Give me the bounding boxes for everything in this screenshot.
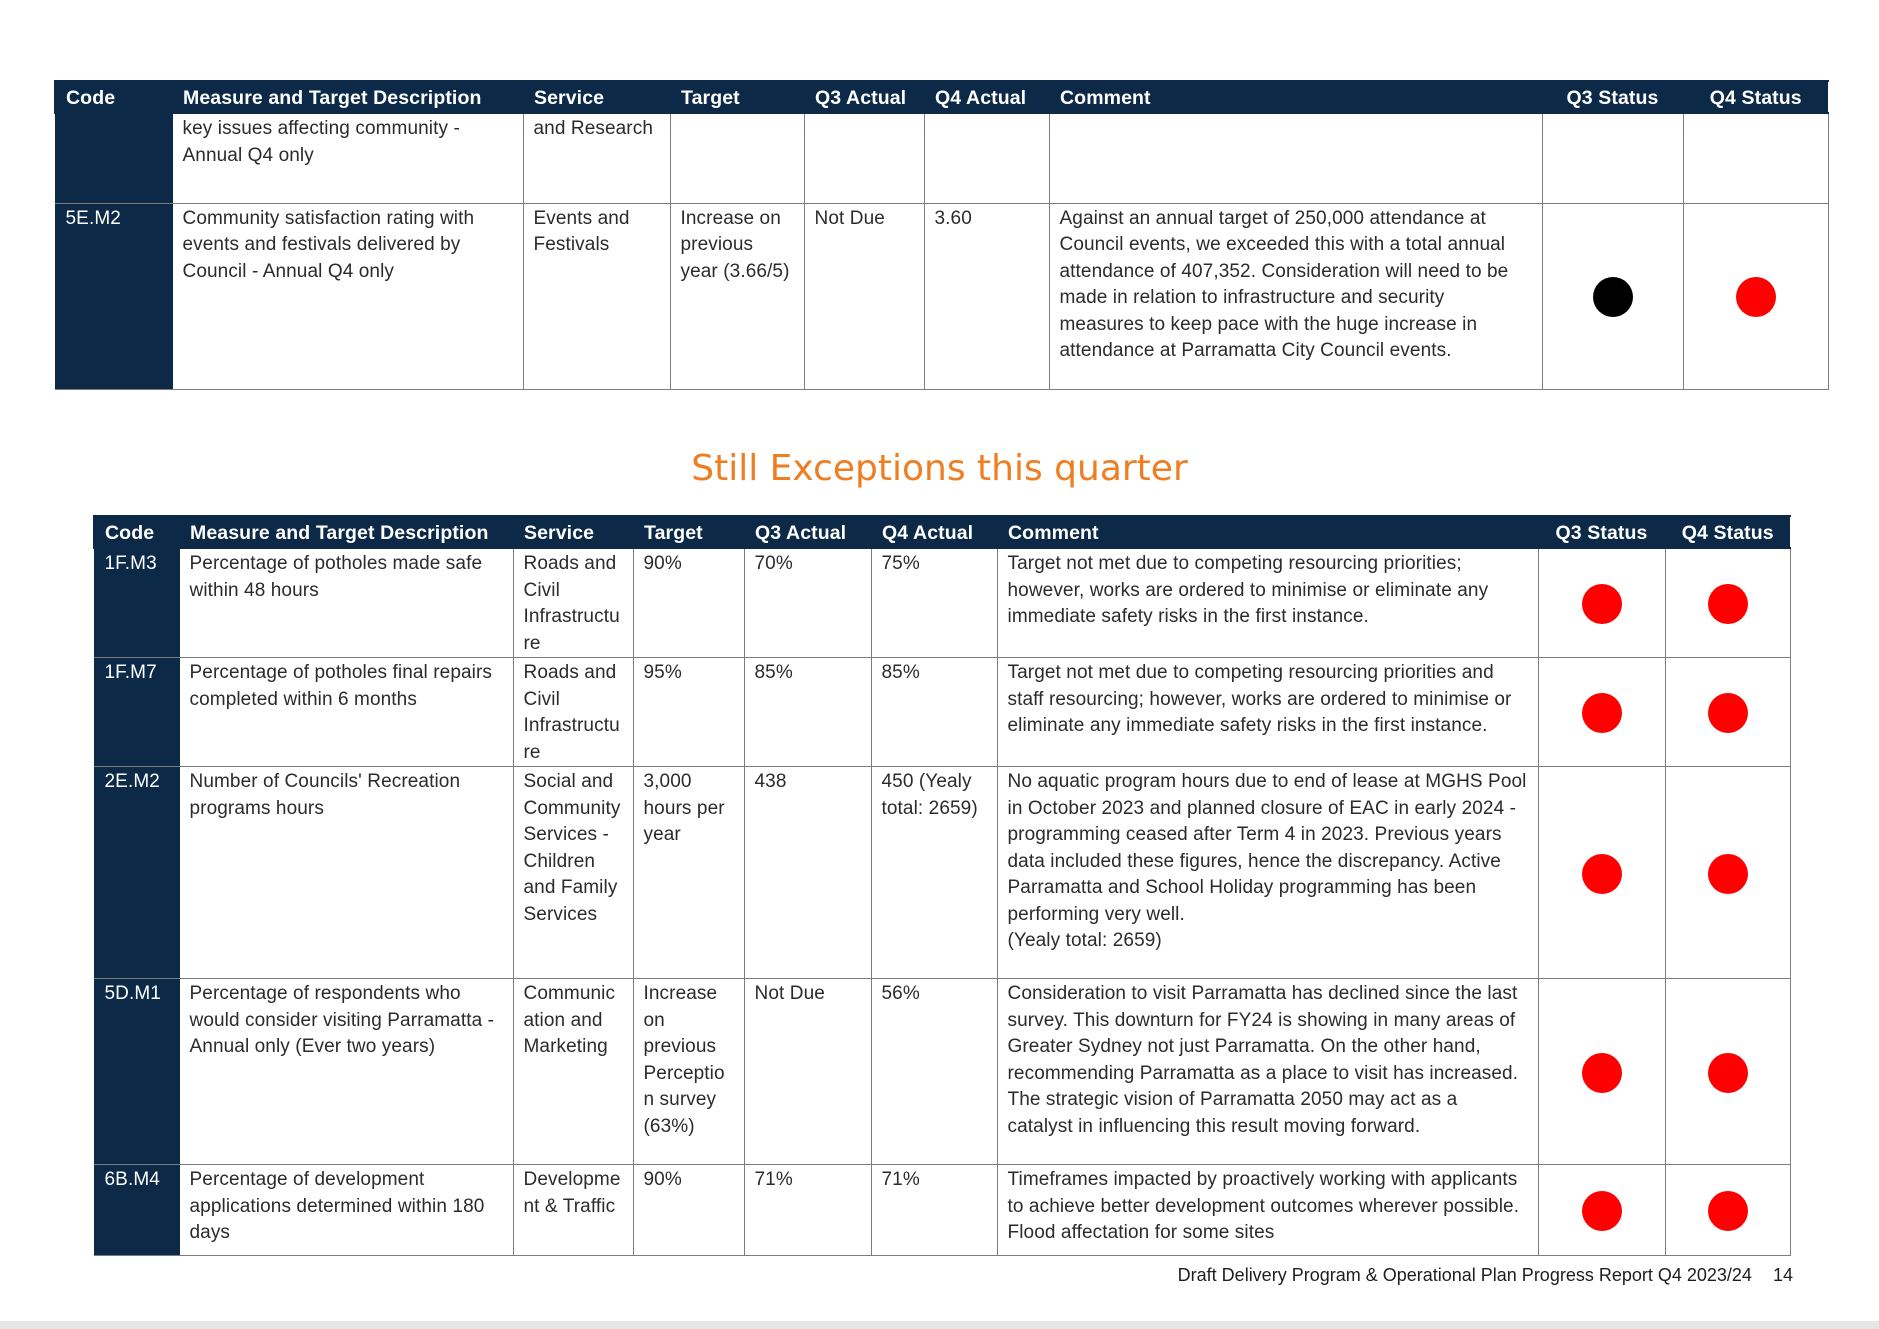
service-cell: Events and Festivals	[523, 203, 670, 389]
code-cell: 5D.M1	[94, 979, 179, 1165]
q4-actual-cell: 3.60	[924, 203, 1049, 389]
target-cell: 3,000 hours per year	[633, 767, 744, 979]
comment-cell: Consideration to visit Parramatta has declined since the last survey. This downturn for FY24 is showing in many areas of Greater Sydney not just Parramatta. On the other hand, recommending Parramatta as a place to visit has increased. The strategic vision of Parramatta 2050 may act as a catalyst in influencing this result moving forward.	[997, 979, 1538, 1165]
q4-status-cell	[1665, 1165, 1790, 1256]
q4-actual-cell: 71%	[871, 1165, 997, 1256]
code-cell	[55, 113, 172, 203]
target-cell: 90%	[633, 1165, 744, 1256]
q3-status-cell	[1538, 658, 1665, 767]
service-cell: and Research	[523, 113, 670, 203]
status-indicator	[1582, 1191, 1622, 1231]
q3-actual-cell	[804, 113, 924, 203]
q4-status-cell	[1665, 548, 1790, 658]
header-measure: Measure and Target Description	[179, 516, 513, 548]
table-row	[94, 979, 1790, 1165]
q3-status-cell	[1542, 113, 1683, 203]
top-table-header-row	[55, 81, 1828, 113]
page-number: 14	[1772, 1265, 1793, 1285]
q3-status-cell	[1538, 1165, 1665, 1256]
q3-status-cell	[1538, 548, 1665, 658]
table-row	[94, 658, 1790, 767]
service-cell: Social and Community Services - Children and Family Services	[513, 767, 633, 979]
q4-status-cell	[1665, 658, 1790, 767]
status-indicator	[1708, 584, 1748, 624]
q3-status-cell	[1538, 979, 1665, 1165]
comment-cell: Target not met due to competing resourcing priorities and staff resourcing; however, works are ordered to minimise or eliminate any immediate safety risks in the first instance.	[997, 658, 1538, 767]
status-indicator	[1582, 1053, 1622, 1093]
measure-cell: Number of Councils' Recreation programs hours	[179, 767, 513, 979]
header-q3-status: Q3 Status	[1542, 81, 1683, 113]
code-cell: 2E.M2	[94, 767, 179, 979]
q4-status-cell	[1683, 113, 1828, 203]
target-cell: 90%	[633, 548, 744, 658]
code-cell: 6B.M4	[94, 1165, 179, 1256]
header-target: Target	[633, 516, 744, 548]
q3-status-cell	[1538, 767, 1665, 979]
header-service: Service	[513, 516, 633, 548]
q4-status-cell	[1665, 767, 1790, 979]
q3-actual-cell: Not Due	[744, 979, 871, 1165]
comment-cell: Timeframes impacted by proactively working with applicants to achieve better development outcomes wherever possible. Flood affectation for some sites	[997, 1165, 1538, 1256]
q3-actual-cell: 85%	[744, 658, 871, 767]
header-code: Code	[55, 81, 172, 113]
status-indicator	[1736, 277, 1776, 317]
header-service: Service	[523, 81, 670, 113]
top-measures-table	[54, 80, 1829, 390]
table-row	[94, 767, 1790, 979]
table-row	[94, 1165, 1790, 1256]
q4-actual-cell: 85%	[871, 658, 997, 767]
header-comment: Comment	[997, 516, 1538, 548]
q3-status-cell	[1542, 203, 1683, 389]
section-heading: Still Exceptions this quarter	[691, 448, 1188, 489]
comment-cell	[997, 767, 1538, 979]
status-indicator	[1582, 693, 1622, 733]
target-cell: Increase on previous year (3.66/5)	[670, 203, 804, 389]
comment-text: No aquatic program hours due to end of lease at MGHS Pool in October 2023 and planned closure of EAC in early 2024 - programming ceased after Term 4 in 2023. Previous years data included these figures, hence the discrepancy. Active Parramatta and School Holiday programming has been performing very well.	[1007, 771, 1527, 925]
header-q3-status: Q3 Status	[1538, 516, 1665, 548]
measure-cell: Percentage of development applications determined within 180 days	[179, 1165, 513, 1256]
q4-actual-cell	[924, 113, 1049, 203]
exceptions-table	[93, 515, 1791, 1256]
exceptions-table-header-row	[94, 516, 1790, 548]
status-indicator	[1708, 1053, 1748, 1093]
comment-cell: Against an annual target of 250,000 attendance at Council events, we exceeded this with a total annual attendance of 407,352. Consideration will need to be made in relation to infrastructure and security measures to keep pace with the huge increase in attendance at Parramatta City Council events.	[1049, 203, 1542, 389]
service-cell: Communication and Marketing	[513, 979, 633, 1165]
comment-extra: (Yealy total: 2659)	[1007, 930, 1162, 951]
q3-actual-cell: Not Due	[804, 203, 924, 389]
header-measure: Measure and Target Description	[172, 81, 523, 113]
service-cell: Roads and Civil Infrastructure	[513, 658, 633, 767]
q4-status-cell	[1683, 203, 1828, 389]
q4-actual-cell: 56%	[871, 979, 997, 1165]
status-indicator	[1582, 854, 1622, 894]
q4-actual-cell: 450 (Yealy total: 2659)	[871, 767, 997, 979]
target-cell: 95%	[633, 658, 744, 767]
q3-actual-cell: 438	[744, 767, 871, 979]
table-row	[94, 548, 1790, 658]
status-indicator	[1708, 1191, 1748, 1231]
measure-cell: Percentage of potholes made safe within 48 hours	[179, 548, 513, 658]
status-indicator	[1708, 693, 1748, 733]
q3-actual-cell: 70%	[744, 548, 871, 658]
comment-cell	[1049, 113, 1542, 203]
status-indicator	[1708, 854, 1748, 894]
header-code: Code	[94, 516, 179, 548]
header-q4-actual: Q4 Actual	[924, 81, 1049, 113]
code-cell: 5E.M2	[55, 203, 172, 389]
service-cell: Roads and Civil Infrastructure	[513, 548, 633, 658]
header-q3-actual: Q3 Actual	[744, 516, 871, 548]
status-indicator	[1582, 584, 1622, 624]
page-bottom-band	[0, 1321, 1879, 1329]
page-footer	[1178, 1265, 1793, 1286]
status-indicator	[1593, 277, 1633, 317]
q4-actual-cell: 75%	[871, 548, 997, 658]
header-q4-actual: Q4 Actual	[871, 516, 997, 548]
header-target: Target	[670, 81, 804, 113]
comment-cell: Target not met due to competing resourcing priorities; however, works are ordered to minimise or eliminate any immediate safety risks in the first instance.	[997, 548, 1538, 658]
code-cell: 1F.M7	[94, 658, 179, 767]
service-cell: Development & Traffic	[513, 1165, 633, 1256]
target-cell	[670, 113, 804, 203]
measure-cell: Percentage of potholes final repairs completed within 6 months	[179, 658, 513, 767]
measure-cell: key issues affecting community - Annual Q4 only	[172, 113, 523, 203]
footer-title: Draft Delivery Program & Operational Plan Progress Report Q4 2023/24	[1177, 1265, 1752, 1285]
header-q3-actual: Q3 Actual	[804, 81, 924, 113]
table-row	[55, 203, 1828, 389]
target-cell: Increase on previous Perception survey (63%)	[633, 979, 744, 1165]
header-q4-status: Q4 Status	[1665, 516, 1790, 548]
measure-cell: Community satisfaction rating with events and festivals delivered by Council - Annual Q4 only	[172, 203, 523, 389]
table-row	[55, 113, 1828, 203]
q4-status-cell	[1665, 979, 1790, 1165]
code-cell: 1F.M3	[94, 548, 179, 658]
header-comment: Comment	[1049, 81, 1542, 113]
header-q4-status: Q4 Status	[1683, 81, 1828, 113]
q3-actual-cell: 71%	[744, 1165, 871, 1256]
measure-cell: Percentage of respondents who would consider visiting Parramatta - Annual only (Ever two years)	[179, 979, 513, 1165]
